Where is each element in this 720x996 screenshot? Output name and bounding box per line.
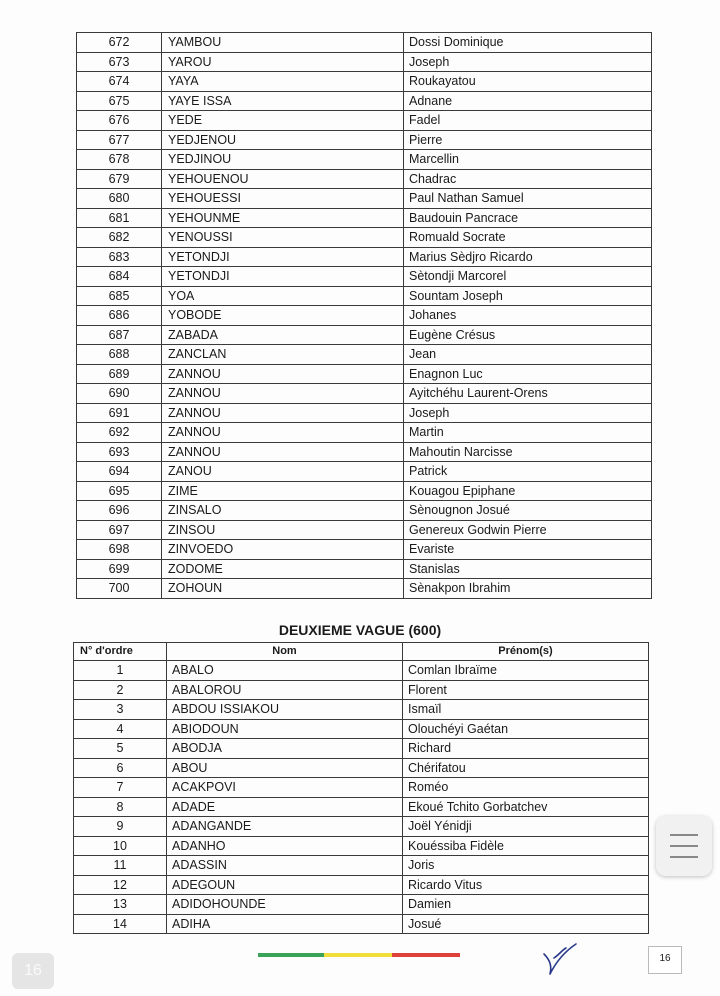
table-row [74, 914, 649, 934]
table-row [74, 895, 649, 915]
first-names-cell: Mahoutin Narcisse [404, 442, 652, 462]
table-header-row [74, 643, 649, 661]
first-names-cell: Roukayatou [404, 72, 652, 92]
first-names-cell: Chadrac [404, 169, 652, 189]
order-number-cell: 9 [74, 817, 167, 837]
page-number: 16 [648, 946, 682, 974]
first-names-cell: Kouagou Epiphane [404, 481, 652, 501]
table-row [74, 661, 649, 681]
last-name-cell: YAYA [162, 72, 404, 92]
table-row [74, 700, 649, 720]
last-name-cell: ZANOU [162, 462, 404, 482]
table-row [77, 91, 652, 111]
order-number-cell: 686 [77, 306, 162, 326]
first-names-cell: Ismaïl [403, 700, 649, 720]
first-names-cell: Genereux Godwin Pierre [404, 520, 652, 540]
last-name-cell: YEHOUENOU [162, 169, 404, 189]
order-number-cell: 10 [74, 836, 167, 856]
table-row [77, 267, 652, 287]
table-row [74, 856, 649, 876]
order-number-cell: 672 [77, 33, 162, 53]
first-names-cell: Joël Yénidji [403, 817, 649, 837]
order-number-cell: 691 [77, 403, 162, 423]
section-title: DEUXIEME VAGUE (600) [278, 622, 442, 638]
order-number-cell: 683 [77, 247, 162, 267]
last-name-cell: ABDOU ISSIAKOU [167, 700, 403, 720]
table-row [77, 286, 652, 306]
table-row [77, 559, 652, 579]
last-name-cell: ZANNOU [162, 442, 404, 462]
first-names-cell: Marius Sèdjro Ricardo [404, 247, 652, 267]
order-number-cell: 680 [77, 189, 162, 209]
first-names-cell: Fadel [404, 111, 652, 131]
last-name-cell: YETONDJI [162, 247, 404, 267]
table-row [77, 384, 652, 404]
last-name-cell: ZOHOUN [162, 579, 404, 599]
first-names-cell: Baudouin Pancrace [404, 208, 652, 228]
first-names-cell: Joseph [404, 52, 652, 72]
first-names-cell: Romuald Socrate [404, 228, 652, 248]
last-name-cell: ADIDOHOUNDE [167, 895, 403, 915]
last-name-cell: YAYE ISSA [162, 91, 404, 111]
first-names-cell: Florent [403, 680, 649, 700]
table-row [74, 817, 649, 837]
table-row [77, 540, 652, 560]
order-number-cell: 696 [77, 501, 162, 521]
table-row [77, 150, 652, 170]
first-names-cell: Kouéssiba Fidèle [403, 836, 649, 856]
order-number-cell: 688 [77, 345, 162, 365]
first-names-cell: Ricardo Vitus [403, 875, 649, 895]
table-row [77, 423, 652, 443]
first-names-cell: Sènougnon Josué [404, 501, 652, 521]
table-row [77, 520, 652, 540]
first-names-cell: Jean [404, 345, 652, 365]
first-names-cell: Ayitchéhu Laurent-Orens [404, 384, 652, 404]
first-names-cell: Josué [403, 914, 649, 934]
table-row [77, 579, 652, 599]
first-names-cell: Stanislas [404, 559, 652, 579]
first-names-cell: Joseph [404, 403, 652, 423]
order-number-cell: 689 [77, 364, 162, 384]
last-name-cell: ADANHO [167, 836, 403, 856]
order-number-cell: 685 [77, 286, 162, 306]
table-row [77, 247, 652, 267]
first-names-cell: Chérifatou [403, 758, 649, 778]
table-row [77, 442, 652, 462]
flag-stripe-red [392, 953, 460, 957]
first-names-cell: Ekoué Tchito Gorbatchev [403, 797, 649, 817]
last-name-cell: ADIHA [167, 914, 403, 934]
first-names-cell: Comlan Ibraïme [403, 661, 649, 681]
last-name-cell: ZINSOU [162, 520, 404, 540]
first-names-cell: Pierre [404, 130, 652, 150]
flag-stripe-yellow [324, 953, 392, 957]
viewer-page-indicator: 16 [12, 953, 54, 989]
order-number-cell: 13 [74, 895, 167, 915]
table-row [77, 189, 652, 209]
results-table-second-wave [73, 642, 649, 934]
last-name-cell: ZABADA [162, 325, 404, 345]
header-order-number: N° d'ordre [74, 643, 167, 661]
table-row [77, 306, 652, 326]
table-row [77, 130, 652, 150]
last-name-cell: ZANNOU [162, 403, 404, 423]
order-number-cell: 682 [77, 228, 162, 248]
order-number-cell: 700 [77, 579, 162, 599]
last-name-cell: YEDJENOU [162, 130, 404, 150]
last-name-cell: ABALO [167, 661, 403, 681]
order-number-cell: 14 [74, 914, 167, 934]
table-row [74, 680, 649, 700]
last-name-cell: ZANNOU [162, 423, 404, 443]
first-names-cell: Joris [403, 856, 649, 876]
last-name-cell: YEDE [162, 111, 404, 131]
table-row [77, 462, 652, 482]
last-name-cell: ABOU [167, 758, 403, 778]
flag-stripe-green [258, 953, 324, 957]
signature-mark [540, 940, 580, 976]
last-name-cell: YEHOUNME [162, 208, 404, 228]
table-row [77, 33, 652, 53]
order-number-cell: 687 [77, 325, 162, 345]
order-number-cell: 6 [74, 758, 167, 778]
table-row [77, 345, 652, 365]
table-row [77, 325, 652, 345]
last-name-cell: YOA [162, 286, 404, 306]
first-names-cell: Patrick [404, 462, 652, 482]
order-number-cell: 5 [74, 739, 167, 759]
order-number-cell: 7 [74, 778, 167, 798]
last-name-cell: ADASSIN [167, 856, 403, 876]
order-number-cell: 681 [77, 208, 162, 228]
last-name-cell: ACAKPOVI [167, 778, 403, 798]
table-row [77, 364, 652, 384]
last-name-cell: ZODOME [162, 559, 404, 579]
table-row [74, 797, 649, 817]
order-number-cell: 4 [74, 719, 167, 739]
table-row [77, 403, 652, 423]
first-names-cell: Sètondji Marcorel [404, 267, 652, 287]
order-number-cell: 8 [74, 797, 167, 817]
last-name-cell: YAROU [162, 52, 404, 72]
first-names-cell: Paul Nathan Samuel [404, 189, 652, 209]
last-name-cell: ABIODOUN [167, 719, 403, 739]
header-last-name: Nom [167, 643, 403, 661]
results-table-continued [76, 32, 652, 599]
last-name-cell: ZANNOU [162, 364, 404, 384]
first-names-cell: Sountam Joseph [404, 286, 652, 306]
order-number-cell: 676 [77, 111, 162, 131]
last-name-cell: YEHOUESSI [162, 189, 404, 209]
order-number-cell: 694 [77, 462, 162, 482]
table-row [77, 72, 652, 92]
order-number-cell: 2 [74, 680, 167, 700]
order-number-cell: 675 [77, 91, 162, 111]
last-name-cell: ABODJA [167, 739, 403, 759]
order-number-cell: 673 [77, 52, 162, 72]
first-names-cell: Martin [404, 423, 652, 443]
first-names-cell: Richard [403, 739, 649, 759]
order-number-cell: 1 [74, 661, 167, 681]
last-name-cell: ADANGANDE [167, 817, 403, 837]
table-row [77, 169, 652, 189]
last-name-cell: ZINSALO [162, 501, 404, 521]
order-number-cell: 674 [77, 72, 162, 92]
order-number-cell: 697 [77, 520, 162, 540]
order-number-cell: 684 [77, 267, 162, 287]
order-number-cell: 679 [77, 169, 162, 189]
first-names-cell: Sènakpon Ibrahim [404, 579, 652, 599]
table-row [77, 481, 652, 501]
table-row [77, 228, 652, 248]
last-name-cell: YAMBOU [162, 33, 404, 53]
last-name-cell: YETONDJI [162, 267, 404, 287]
first-names-cell: Olouchéyi Gaétan [403, 719, 649, 739]
order-number-cell: 699 [77, 559, 162, 579]
order-number-cell: 11 [74, 856, 167, 876]
order-number-cell: 12 [74, 875, 167, 895]
table-row [74, 778, 649, 798]
table-row [74, 739, 649, 759]
order-number-cell: 677 [77, 130, 162, 150]
order-number-cell: 695 [77, 481, 162, 501]
order-number-cell: 3 [74, 700, 167, 720]
last-name-cell: YEDJINOU [162, 150, 404, 170]
order-number-cell: 693 [77, 442, 162, 462]
order-number-cell: 678 [77, 150, 162, 170]
order-number-cell: 690 [77, 384, 162, 404]
last-name-cell: ADEGOUN [167, 875, 403, 895]
last-name-cell: ZIME [162, 481, 404, 501]
order-number-cell: 698 [77, 540, 162, 560]
table-row [77, 111, 652, 131]
table-row [77, 52, 652, 72]
header-first-names: Prénom(s) [403, 643, 649, 661]
last-name-cell: ZINVOEDO [162, 540, 404, 560]
first-names-cell: Roméo [403, 778, 649, 798]
first-names-cell: Dossi Dominique [404, 33, 652, 53]
table-row [77, 501, 652, 521]
first-names-cell: Damien [403, 895, 649, 915]
table-row [74, 875, 649, 895]
last-name-cell: YENOUSSI [162, 228, 404, 248]
first-names-cell: Adnane [404, 91, 652, 111]
table-row [77, 208, 652, 228]
first-names-cell: Johanes [404, 306, 652, 326]
table-row [74, 836, 649, 856]
last-name-cell: ABALOROU [167, 680, 403, 700]
last-name-cell: ZANCLAN [162, 345, 404, 365]
table-row [74, 719, 649, 739]
first-names-cell: Eugène Crésus [404, 325, 652, 345]
order-number-cell: 692 [77, 423, 162, 443]
first-names-cell: Marcellin [404, 150, 652, 170]
first-names-cell: Enagnon Luc [404, 364, 652, 384]
viewer-menu-button[interactable] [656, 816, 712, 876]
last-name-cell: ADADE [167, 797, 403, 817]
table-row [74, 758, 649, 778]
first-names-cell: Evariste [404, 540, 652, 560]
last-name-cell: ZANNOU [162, 384, 404, 404]
last-name-cell: YOBODE [162, 306, 404, 326]
